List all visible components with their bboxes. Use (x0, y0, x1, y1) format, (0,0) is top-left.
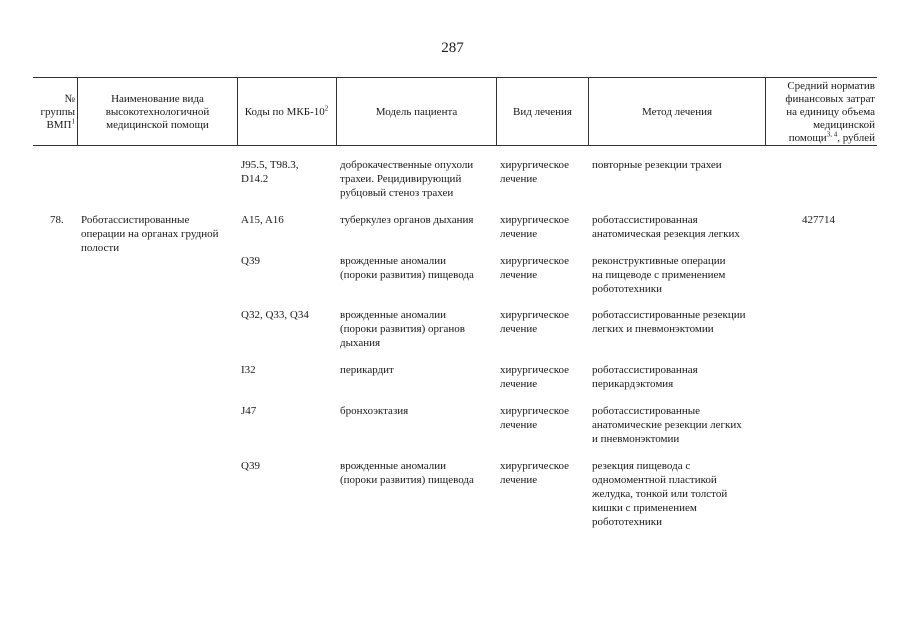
treatment-type-cell: хирургическое лечение (500, 460, 570, 486)
treatment-type-cell: хирургическое лечение (500, 214, 570, 240)
patient-model-cell: перикардит (340, 364, 394, 376)
treatment-type-cell: хирургическое лечение (500, 309, 570, 335)
treatment-type-cell: хирургическое лечение (500, 159, 570, 185)
header-treatment-method: Метод лечения (641, 105, 713, 118)
patient-model-cell: врожденные аномалии (пороки развития) пищевода (340, 255, 474, 281)
care-type-name-cell: Роботассистированные операции на органах грудной полости (81, 214, 219, 254)
treatment-method-cell: реконструктивные операции на пищеводе с применением робототехники (592, 255, 726, 295)
header-patient-model: Модель пациента (375, 105, 458, 118)
treatment-method-cell: роботассистированная перикардэктомия (592, 364, 698, 390)
page-number: 287 (441, 40, 464, 56)
treatment-type-cell: хирургическое лечение (500, 405, 570, 431)
header-care-type-name: Наименование вида высокотехнологичной медицинской помощи (105, 92, 210, 131)
patient-model-cell: врожденные аномалии (пороки развития) органов дыхания (340, 309, 465, 349)
icd-codes-cell: A15, A16 (241, 214, 284, 226)
header-treatment-type: Вид лечения (513, 105, 572, 118)
patient-model-cell: врожденные аномалии (пороки развития) пищевода (340, 460, 474, 486)
treatment-method-cell: резекция пищевода с одномоментной пластикой желудка, тонкой или толстой кишки с применением робототехники (592, 460, 728, 528)
treatment-method-cell: роботассистированная анатомическая резекция легких (592, 214, 740, 240)
header-group-number: № группы ВМП$^1$ (40, 92, 75, 131)
header-icd-codes: Коды по МКБ-$10^2$ (244, 103, 329, 118)
treatment-method-cell: роботассистированные резекции легких и пневмонэктомии (592, 309, 746, 335)
group-number-cell: 78. (50, 214, 64, 226)
table-header-bottom-border (33, 145, 877, 146)
patient-model-cell: бронхоэктазия (340, 405, 409, 417)
icd-codes-cell: I32 (241, 364, 256, 376)
icd-codes-cell: Q39 (241, 460, 260, 472)
icd-codes-cell: J95.5, T98.3, D14.2 (241, 159, 299, 185)
treatment-method-cell: роботассистированные анатомические резекции легких и пневмонэктомии (592, 405, 742, 445)
table-header-top-border (33, 77, 877, 78)
patient-model-cell: туберкулез органов дыхания (340, 214, 474, 226)
treatment-method-cell: повторные резекции трахеи (592, 159, 722, 171)
icd-codes-cell: Q39 (241, 255, 260, 267)
treatment-type-cell: хирургическое лечение (500, 364, 570, 390)
icd-codes-cell: J47 (241, 405, 257, 417)
treatment-type-cell: хирургическое лечение (500, 255, 570, 281)
average-cost-cell: 427714 (802, 214, 835, 226)
icd-codes-cell: Q32, Q33, Q34 (241, 309, 309, 321)
patient-model-cell: доброкачественные опухоли трахеи. Рецидивирующий рубцовый стеноз трахеи (340, 159, 474, 199)
header-average-cost: Средний норматив финансовых затрат на единицу объема медицинской помощи$^{3, 4}$, рублей (785, 79, 875, 144)
